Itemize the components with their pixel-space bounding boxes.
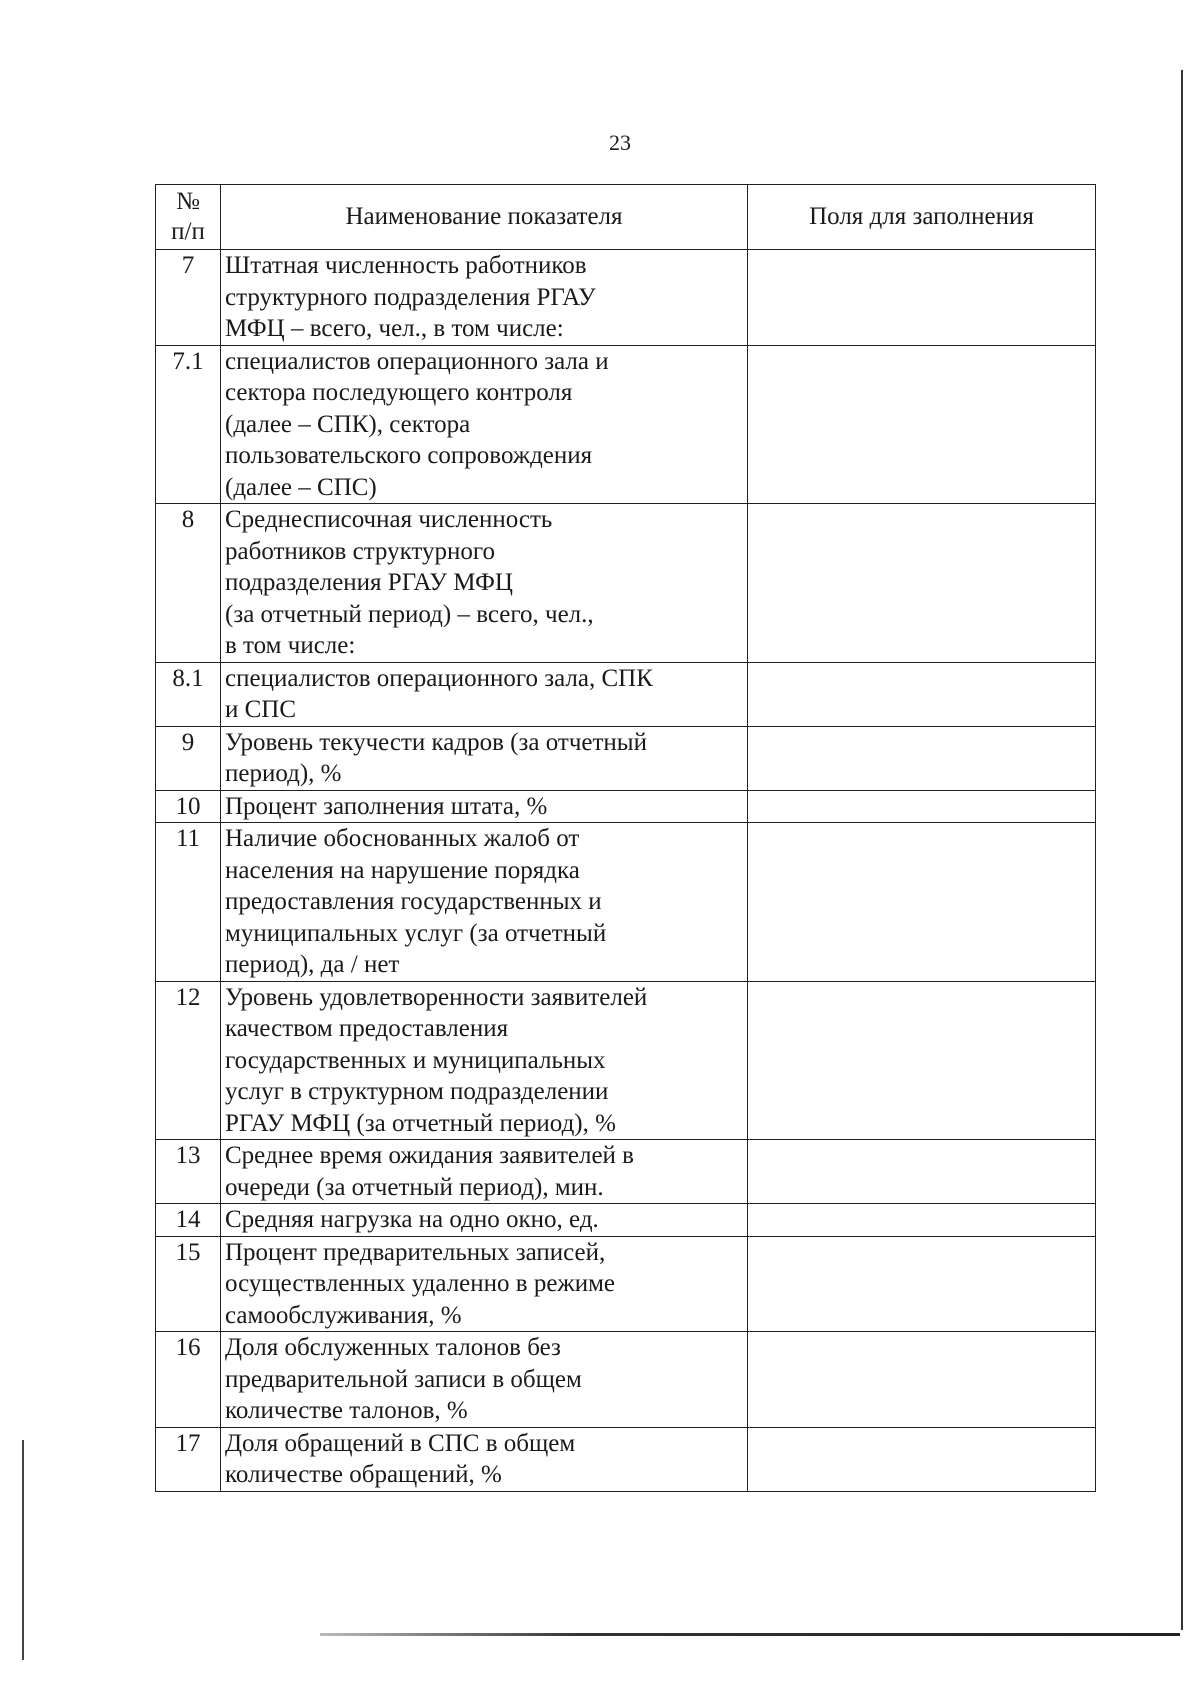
table-row: [156, 504, 1096, 663]
table-row: [156, 1332, 1096, 1428]
table-row: [156, 823, 1096, 982]
table-row: [156, 1204, 1096, 1237]
row-fill-field[interactable]: [748, 345, 1096, 504]
row-indicator-name: Средняя нагрузка на одно окно, ед.: [221, 1204, 748, 1237]
table-row: [156, 790, 1096, 823]
row-fill-field[interactable]: [748, 1427, 1096, 1491]
row-fill-field[interactable]: [748, 726, 1096, 790]
table-row: [156, 981, 1096, 1140]
table-body: [156, 250, 1096, 1492]
row-fill-field[interactable]: [748, 981, 1096, 1140]
scan-edge-line-left: [22, 1440, 24, 1660]
row-indicator-name: Наличие обоснованных жалоб от населения на нарушение порядка предоставления государственных и муниципальных услуг (за отчетный период), да / нет: [221, 823, 748, 982]
row-indicator-name: Процент заполнения штата, %: [221, 790, 748, 823]
table-row: [156, 250, 1096, 346]
row-fill-field[interactable]: [748, 790, 1096, 823]
row-fill-field[interactable]: [748, 1332, 1096, 1428]
row-number: 9: [156, 726, 221, 790]
row-fill-field[interactable]: [748, 662, 1096, 726]
row-indicator-name: специалистов операционного зала и сектора последующего контроля (далее – СПК), сектора пользовательского сопровождения (далее – СПС): [221, 345, 748, 504]
row-indicator-name: Уровень текучести кадров (за отчетный период), %: [221, 726, 748, 790]
table-row: [156, 345, 1096, 504]
table-row: [156, 1236, 1096, 1332]
table-row: [156, 1427, 1096, 1491]
row-number: 11: [156, 823, 221, 982]
row-indicator-name: Среднее время ожидания заявителей в очереди (за отчетный период), мин.: [221, 1140, 748, 1204]
header-indicator-name: [221, 185, 748, 250]
row-number: 13: [156, 1140, 221, 1204]
row-number: 10: [156, 790, 221, 823]
header-indicator-name-label: Наименование показателя: [345, 203, 623, 230]
row-number: 12: [156, 981, 221, 1140]
table-row: [156, 726, 1096, 790]
header-number-label: № п/п: [171, 188, 205, 245]
row-number: 7.1: [156, 345, 221, 504]
row-indicator-name: Доля обслуженных талонов без предварительной записи в общем количестве талонов, %: [221, 1332, 748, 1428]
header-number: [156, 185, 221, 250]
row-number: 15: [156, 1236, 221, 1332]
row-indicator-name: Штатная численность работников структурного подразделения РГАУ МФЦ – всего, чел., в том числе:: [221, 250, 748, 346]
row-fill-field[interactable]: [748, 1236, 1096, 1332]
page-number: 23: [609, 130, 631, 155]
row-fill-field[interactable]: [748, 823, 1096, 982]
row-number: 14: [156, 1204, 221, 1237]
table-row: [156, 662, 1096, 726]
row-fill-field[interactable]: [748, 1140, 1096, 1204]
row-number: 8: [156, 504, 221, 663]
row-number: 17: [156, 1427, 221, 1491]
indicators-table: [155, 184, 1096, 1492]
row-fill-field[interactable]: [748, 250, 1096, 346]
row-indicator-name: Процент предварительных записей, осуществленных удаленно в режиме самообслуживания, %: [221, 1236, 748, 1332]
header-fill-fields: [748, 185, 1096, 250]
row-indicator-name: Доля обращений в СПС в общем количестве обращений, %: [221, 1427, 748, 1491]
row-number: 8.1: [156, 662, 221, 726]
scan-edge-line-bottom: [320, 1633, 1180, 1636]
scan-edge-line-right: [1181, 70, 1183, 1630]
row-fill-field[interactable]: [748, 504, 1096, 663]
row-indicator-name: специалистов операционного зала, СПК и СПС: [221, 662, 748, 726]
row-fill-field[interactable]: [748, 1204, 1096, 1237]
table-header-row: [156, 185, 1096, 250]
row-number: 7: [156, 250, 221, 346]
row-number: 16: [156, 1332, 221, 1428]
row-indicator-name: Среднесписочная численность работников структурного подразделения РГАУ МФЦ (за отчетный период) – всего, чел., в том числе:: [221, 504, 748, 663]
header-fill-fields-label: Поля для заполнения: [809, 203, 1034, 230]
table-row: [156, 1140, 1096, 1204]
row-indicator-name: Уровень удовлетворенности заявителей качеством предоставления государственных и муниципальных услуг в структурном подразделении РГАУ МФЦ (за отчетный период), %: [221, 981, 748, 1140]
